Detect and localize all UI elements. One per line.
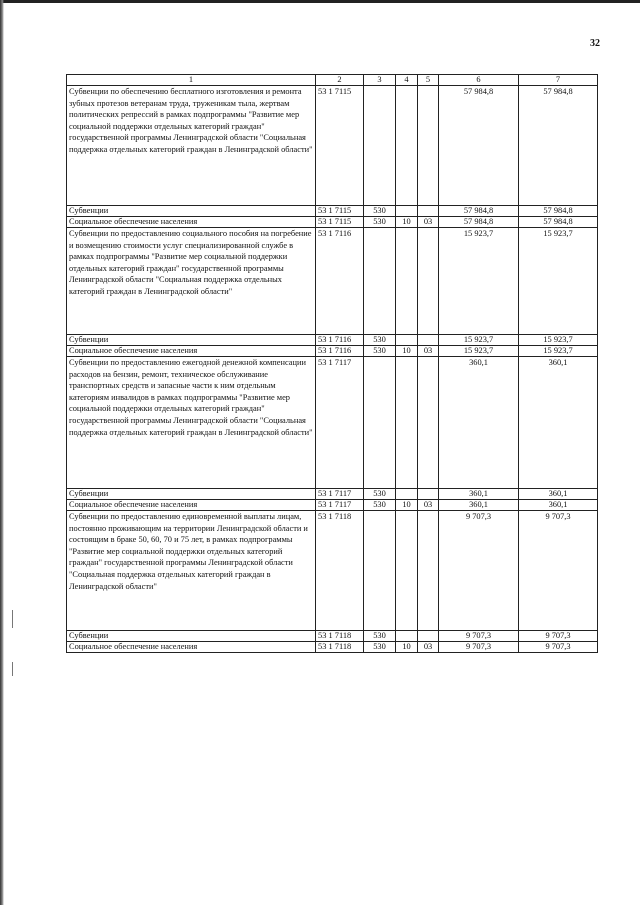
- section-cell: 10: [396, 217, 418, 228]
- table-row-social: [67, 217, 598, 228]
- section-cell: [396, 86, 418, 206]
- amount-cell-6: 9 707,3: [439, 631, 519, 642]
- table-row-description: [67, 511, 598, 631]
- description-cell: Субвенции по обеспечению бесплатного изготовления и ремонта зубных протезов ветеранам труда, труженикам тыла, жертвам политических репрессий в рамках подпрограммы "Развитие мер социальной поддержки отдельных категорий граждан" государственной программы Ленинградской области "Социальная поддержка отдельных категорий граждан в Ленинградской области": [67, 86, 316, 206]
- description-cell: Субвенции по предоставлению социального пособия на погребение и возмещению стоимости услуг специализированной службе в рамках подпрограммы "Развитие мер социальной поддержки отдельных категорий граждан" государственной программы Ленинградской области "Социальная поддержка отдельных категорий граждан в Ленинградской области": [67, 228, 316, 335]
- section-cell: [396, 489, 418, 500]
- table-row-description: [67, 228, 598, 335]
- amount-cell-6: 9 707,3: [439, 511, 519, 631]
- name-cell: Социальное обеспечение населения: [67, 642, 316, 653]
- amount-cell-7: 9 707,3: [519, 642, 598, 653]
- subsection-cell: [418, 631, 439, 642]
- section-cell: [396, 357, 418, 489]
- subsection-cell: 03: [418, 642, 439, 653]
- amount-cell-7: 15 923,7: [519, 335, 598, 346]
- type-cell: [364, 86, 396, 206]
- table-row-description: [67, 357, 598, 489]
- amount-cell-6: 15 923,7: [439, 228, 519, 335]
- header-col-3: 3: [364, 75, 396, 86]
- type-cell: 530: [364, 206, 396, 217]
- table-row-subvention: [67, 631, 598, 642]
- section-cell: 10: [396, 346, 418, 357]
- type-cell: 530: [364, 500, 396, 511]
- amount-cell-7: 360,1: [519, 489, 598, 500]
- code-cell: 53 1 7115: [316, 86, 364, 206]
- amount-cell-6: 57 984,8: [439, 86, 519, 206]
- amount-cell-6: 360,1: [439, 357, 519, 489]
- header-col-4: 4: [396, 75, 418, 86]
- code-cell: 53 1 7115: [316, 217, 364, 228]
- code-cell: 53 1 7117: [316, 500, 364, 511]
- scan-mark: [12, 662, 13, 676]
- header-col-2: 2: [316, 75, 364, 86]
- name-cell: Социальное обеспечение населения: [67, 217, 316, 228]
- name-cell: Социальное обеспечение населения: [67, 346, 316, 357]
- type-cell: 530: [364, 335, 396, 346]
- code-cell: 53 1 7115: [316, 206, 364, 217]
- table-row-subvention: [67, 206, 598, 217]
- table-row-social: [67, 642, 598, 653]
- code-cell: 53 1 7116: [316, 228, 364, 335]
- section-cell: 10: [396, 642, 418, 653]
- amount-cell-7: 57 984,8: [519, 217, 598, 228]
- section-cell: [396, 511, 418, 631]
- table-row-social: [67, 500, 598, 511]
- type-cell: [364, 228, 396, 335]
- subsection-cell: [418, 511, 439, 631]
- scan-mark: [12, 610, 13, 628]
- amount-cell-6: 15 923,7: [439, 335, 519, 346]
- subsection-cell: 03: [418, 217, 439, 228]
- subsection-cell: [418, 206, 439, 217]
- section-cell: 10: [396, 500, 418, 511]
- amount-cell-6: 360,1: [439, 500, 519, 511]
- budget-table: [66, 74, 598, 653]
- header-row: [67, 75, 598, 86]
- type-cell: 530: [364, 489, 396, 500]
- type-cell: [364, 357, 396, 489]
- subsection-cell: [418, 228, 439, 335]
- type-cell: [364, 511, 396, 631]
- header-col-7: 7: [519, 75, 598, 86]
- subsection-cell: [418, 86, 439, 206]
- name-cell: Субвенции: [67, 489, 316, 500]
- code-cell: 53 1 7118: [316, 631, 364, 642]
- subsection-cell: 03: [418, 500, 439, 511]
- scan-edge-left: [0, 0, 4, 905]
- page-number: 32: [590, 38, 600, 49]
- type-cell: 530: [364, 346, 396, 357]
- header-col-1: 1: [67, 75, 316, 86]
- description-cell: Субвенции по предоставлению единовременной выплаты лицам, постоянно проживающим на территории Ленинградской области и состоящим в браке 50, 60, 70 и 75 лет, в рамках подпрограммы "Развитие мер социальной поддержки отдельных категорий граждан" государственной программы Ленинградской области "Социальная поддержка отдельных категорий граждан в Ленинградской области": [67, 511, 316, 631]
- type-cell: 530: [364, 631, 396, 642]
- code-cell: 53 1 7118: [316, 511, 364, 631]
- amount-cell-7: 360,1: [519, 357, 598, 489]
- amount-cell-7: 15 923,7: [519, 228, 598, 335]
- amount-cell-6: 57 984,8: [439, 206, 519, 217]
- section-cell: [396, 631, 418, 642]
- code-cell: 53 1 7117: [316, 357, 364, 489]
- amount-cell-6: 57 984,8: [439, 217, 519, 228]
- name-cell: Субвенции: [67, 206, 316, 217]
- description-cell: Субвенции по предоставлению ежегодной денежной компенсации расходов на бензин, ремонт, техническое обслуживание транспортных средств и запасные части к ним отдельным категориям инвалидов в рамках подпрограммы "Развитие мер социальной поддержки отдельных категорий граждан" государственной программы Ленинградской области "Социальная поддержка отдельных категорий граждан в Ленинградской области": [67, 357, 316, 489]
- subsection-cell: [418, 489, 439, 500]
- amount-cell-6: 9 707,3: [439, 642, 519, 653]
- name-cell: Социальное обеспечение населения: [67, 500, 316, 511]
- name-cell: Субвенции: [67, 631, 316, 642]
- code-cell: 53 1 7118: [316, 642, 364, 653]
- section-cell: [396, 206, 418, 217]
- type-cell: 530: [364, 642, 396, 653]
- amount-cell-6: 360,1: [439, 489, 519, 500]
- name-cell: Субвенции: [67, 335, 316, 346]
- section-cell: [396, 335, 418, 346]
- scan-edge-top: [0, 0, 640, 3]
- table-row-subvention: [67, 489, 598, 500]
- amount-cell-6: 15 923,7: [439, 346, 519, 357]
- table-row-subvention: [67, 335, 598, 346]
- code-cell: 53 1 7116: [316, 335, 364, 346]
- amount-cell-7: 9 707,3: [519, 511, 598, 631]
- header-col-6: 6: [439, 75, 519, 86]
- table-row-social: [67, 346, 598, 357]
- header-col-5: 5: [418, 75, 439, 86]
- type-cell: 530: [364, 217, 396, 228]
- amount-cell-7: 57 984,8: [519, 86, 598, 206]
- amount-cell-7: 9 707,3: [519, 631, 598, 642]
- code-cell: 53 1 7117: [316, 489, 364, 500]
- amount-cell-7: 15 923,7: [519, 346, 598, 357]
- amount-cell-7: 360,1: [519, 500, 598, 511]
- subsection-cell: [418, 357, 439, 489]
- subsection-cell: 03: [418, 346, 439, 357]
- section-cell: [396, 228, 418, 335]
- amount-cell-7: 57 984,8: [519, 206, 598, 217]
- code-cell: 53 1 7116: [316, 346, 364, 357]
- subsection-cell: [418, 335, 439, 346]
- table-row-description: [67, 86, 598, 206]
